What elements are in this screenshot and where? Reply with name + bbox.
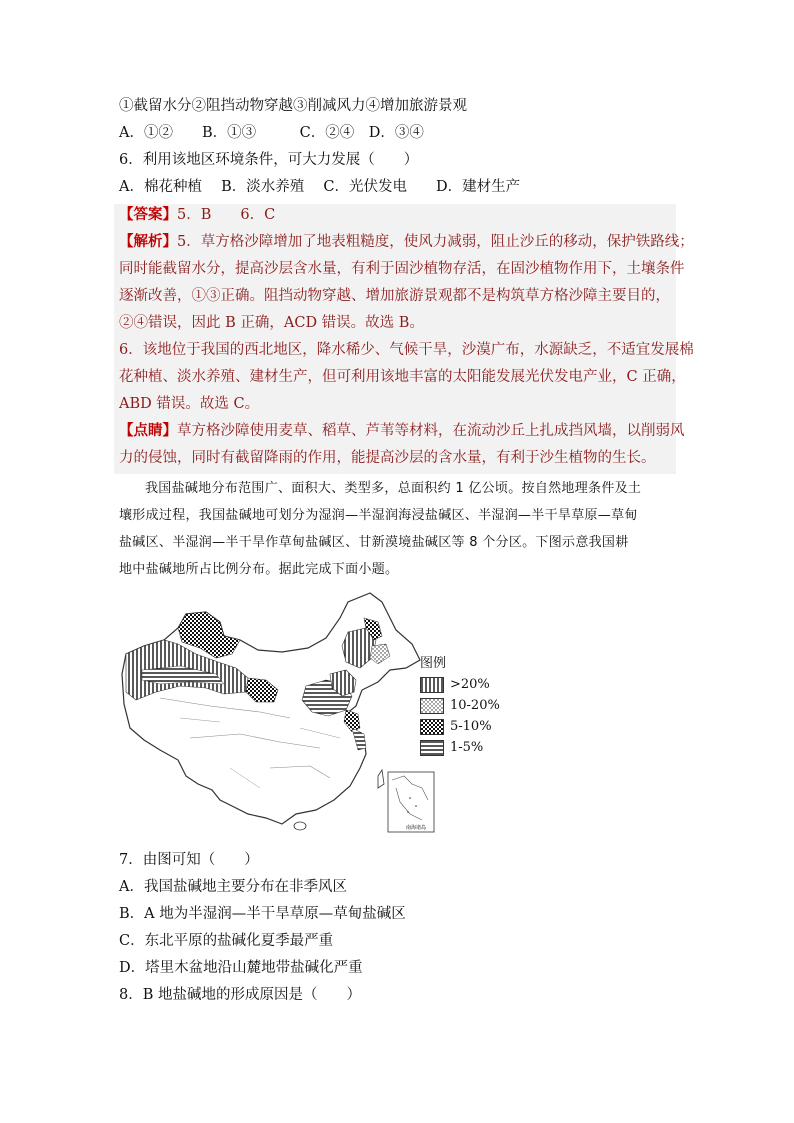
inset-label: 南海诸岛 bbox=[406, 825, 427, 831]
legend-item bbox=[420, 695, 500, 716]
legend-label: 10-20% bbox=[450, 697, 500, 713]
legend-item bbox=[420, 737, 500, 758]
legend-swatch-horizontal bbox=[420, 740, 444, 756]
passage-line: 盐碱区、半湿润—半干旱作草甸盐碱区、甘新漠境盐碱区等 8 个分区。下图示意我国耕 bbox=[119, 535, 629, 550]
q6-choices: A．棉花种植 B．淡水养殖 C．光伏发电 D．建材生产 bbox=[119, 179, 521, 195]
q6-stem: 6．利用该地区环境条件，可大力发展（ ） bbox=[119, 152, 419, 168]
legend-item bbox=[420, 716, 500, 737]
q7-stem: 7．由图可知（ ） bbox=[119, 852, 259, 868]
passage-line: 壤形成过程，我国盐碱地可划分为湿润—半湿润海浸盐碱区、半湿润—半干旱草原—草甸 bbox=[119, 508, 638, 523]
legend-title: 图例 bbox=[420, 656, 447, 671]
analysis-line bbox=[119, 232, 694, 252]
analysis-text: 5．草方格沙障增加了地表粗糙度，使风力减弱，阻止沙丘的移动，保护铁路线； bbox=[177, 234, 694, 250]
passage-line: 我国盐碱地分布范围广、面积大、类型多，总面积约 1 亿公顷。按自然地理条件及土 bbox=[145, 481, 642, 496]
tip-line bbox=[119, 421, 685, 441]
map-legend bbox=[420, 654, 500, 758]
legend-swatch-cross bbox=[420, 719, 444, 735]
analysis-line: ②④错误，因此 B 正确，ACD 错误。故选 B。 bbox=[119, 315, 424, 331]
legend-label: >20% bbox=[450, 676, 490, 692]
tip-text: 草方格沙障使用麦草、稻草、芦苇等材料，在流动沙丘上扎成挡风墙，以削弱风 bbox=[177, 423, 685, 439]
analysis-line: 花种植、淡水养殖、建材生产，但可利用该地丰富的太阳能发展光伏发电产业，C 正确， bbox=[119, 369, 686, 385]
legend-label: 5-10% bbox=[450, 718, 492, 734]
analysis-line: ABD 错误。故选 C。 bbox=[119, 396, 260, 412]
tip-tag: 【点睛】 bbox=[119, 422, 177, 439]
answer-line bbox=[119, 205, 275, 225]
legend-label: 1-5% bbox=[450, 739, 484, 755]
passage bbox=[119, 475, 679, 583]
tip-line: 力的侵蚀，同时有截留降雨的作用，能提高沙层的含水量，有利于沙生植物的生长。 bbox=[119, 450, 656, 466]
analysis-line: 逐渐改善，①③正确。阻挡动物穿越、增加旅游景观都不是构筑草方格沙障主要目的， bbox=[119, 288, 670, 304]
q7-option: A．我国盐碱地主要分布在非季风区 bbox=[119, 879, 347, 895]
china-saline-map bbox=[120, 588, 440, 838]
answer-tag: 【答案】 bbox=[119, 206, 177, 223]
taiwan-island bbox=[378, 770, 384, 788]
q5-choices: A．①② B．①③ C．②④ D．③④ bbox=[119, 125, 424, 141]
analysis-line: 6．该地位于我国的西北地区，降水稀少、气候干旱，沙漠广布，水源缺乏，不适宜发展棉 bbox=[119, 342, 694, 358]
south-china-sea-inset bbox=[388, 772, 434, 832]
answer-text: 5．B 6．C bbox=[177, 207, 276, 223]
q7-option: B．A 地为半湿润—半干旱草原—草甸盐碱区 bbox=[119, 906, 406, 922]
q5-options-line: ①截留水分②阻挡动物穿越③削减风力④增加旅游景观 bbox=[119, 98, 467, 114]
passage-line: 地中盐碱地所占比例分布。据此完成下面小题。 bbox=[119, 562, 399, 577]
q8-stem: 8．B 地盐碱地的形成原因是（ ） bbox=[119, 987, 361, 1003]
legend-swatch-vertical bbox=[420, 677, 444, 693]
analysis-tag: 【解析】 bbox=[119, 233, 177, 250]
legend-item bbox=[420, 674, 500, 695]
q7-option: D．塔里木盆地沿山麓地带盐碱化严重 bbox=[119, 960, 363, 976]
analysis-line: 同时能截留水分，提高沙层含水量，有利于固沙植物存活，在固沙植物作用下，土壤条件 bbox=[119, 261, 685, 277]
legend-swatch-dots bbox=[420, 698, 444, 714]
q7-option: C．东北平原的盐碱化夏季最严重 bbox=[119, 933, 334, 949]
hainan-island bbox=[294, 822, 306, 830]
